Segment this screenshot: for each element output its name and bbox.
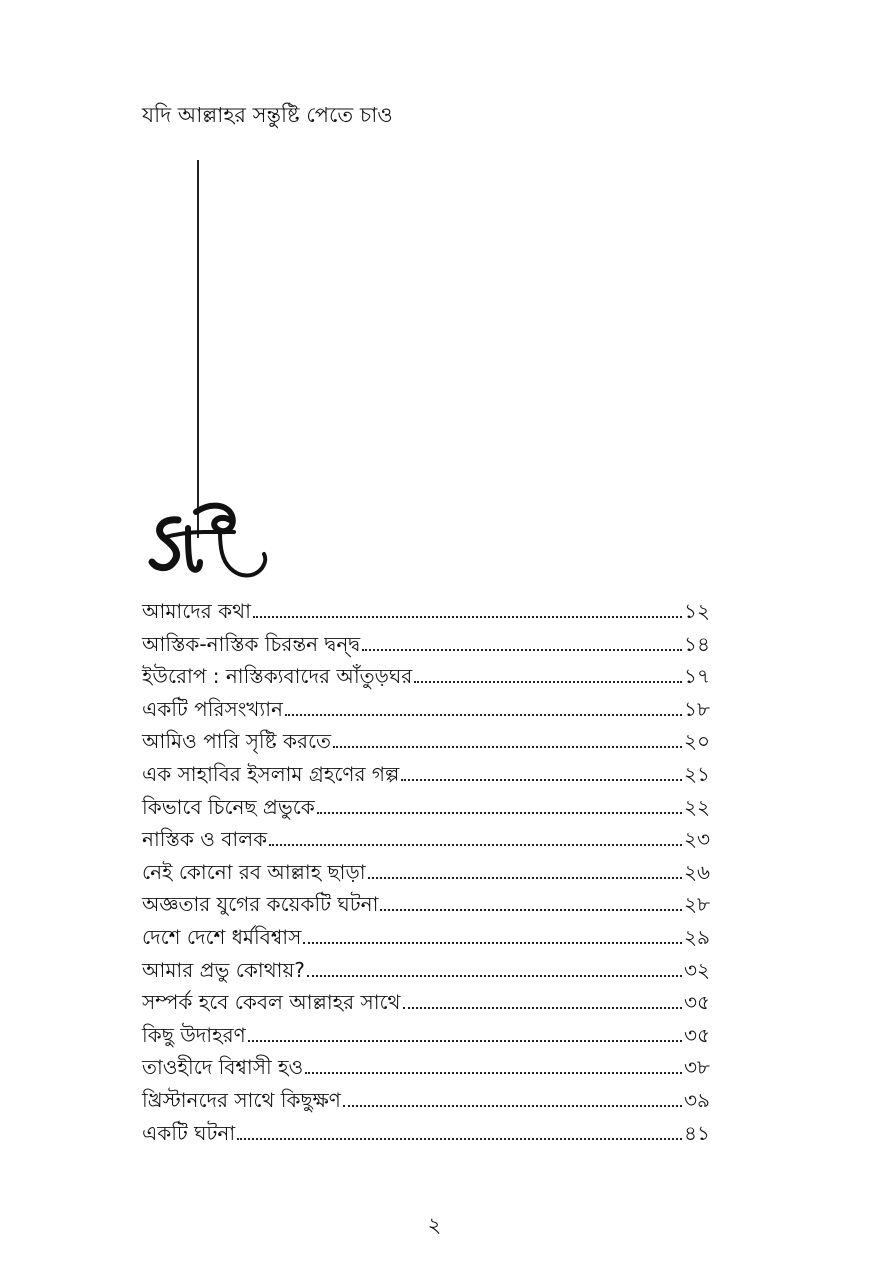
toc-entry[interactable] [142,824,714,857]
toc-entry[interactable] [142,857,714,890]
dot-leader [401,765,682,781]
toc-entry-title: আমাদের কথা [142,599,251,623]
dot-leader [307,961,682,977]
toc-entry[interactable] [142,987,714,1020]
dot-leader [380,895,682,911]
toc-entry[interactable] [142,955,714,988]
toc-entry-title: একটি ঘটনা [142,1120,236,1145]
toc-heading-calligraphy [148,498,268,593]
toc-entry-title: খ্রিস্টানদের সাথে কিছুক্ষণ [142,1087,341,1112]
dot-leader [269,830,682,846]
dot-leader [248,1026,682,1042]
running-head: যদি আল্লাহর সন্তুষ্টি পেতে চাও [142,103,393,127]
toc-entry-title: নেই কোনো রব আল্লাহ ছাড়া [142,859,366,884]
toc-entry[interactable] [142,694,714,727]
toc-entry-title: অজ্ঞতার যুগের কয়েকটি ঘটনা [142,892,379,917]
toc-entry-page: ৪১ [684,1120,710,1145]
toc-entry[interactable] [142,726,714,759]
toc-entry-page: ৩৯ [684,1087,710,1112]
dot-leader [303,928,682,944]
toc-entry-title: সম্পর্ক হবে কেবল আল্লাহর সাথে [142,990,401,1015]
toc-entry-page: ২২ [684,794,711,819]
toc-entry-title: তাওহীদে বিশ্বাসী হও [142,1055,304,1080]
toc-entry[interactable] [142,661,714,694]
toc-entry-page: ২৩ [684,827,711,852]
dot-leader [305,1058,682,1074]
dot-leader [343,1091,682,1107]
toc-entry-page: ৩৮ [684,1055,710,1080]
toc-entry[interactable] [142,596,714,629]
dot-leader [368,863,682,879]
dot-leader [237,1124,682,1140]
toc-entry-page: ১৭ [684,664,710,689]
toc-entry-title: আস্তিক-নাস্তিক চিরন্তন দ্বন্দ্ব [142,631,361,656]
dot-leader [414,667,682,683]
toc-entry-title: ইউরোপ : নাস্তিক্যবাদের আঁতুড়ঘর [142,664,413,689]
table-of-contents [142,596,714,1150]
toc-entry[interactable] [142,1085,714,1118]
toc-entry[interactable] [142,1020,714,1053]
toc-entry-title: আমিও পারি সৃষ্টি করতে [142,729,332,754]
dot-leader [333,732,682,748]
toc-entry-page: ৩৫ [684,990,710,1015]
toc-entry-title: দেশে দেশে ধর্মবিশ্বাস [142,924,302,949]
toc-entry-title: কিভাবে চিনেছ প্রভুকে [142,794,315,819]
toc-entry-title: এক সাহাবির ইসলাম গ্রহণের গল্প [142,761,400,786]
toc-entry-page: ৩২ [684,957,711,982]
toc-entry-title: নাস্তিক ও বালক [142,827,268,852]
toc-entry-title: কিছু উদাহরণ [142,1022,246,1047]
toc-entry[interactable] [142,792,714,825]
toc-entry[interactable] [142,1118,714,1151]
toc-entry[interactable] [142,629,714,662]
toc-entry-page: ২০ [684,729,711,754]
toc-entry[interactable] [142,1052,714,1085]
dot-leader [253,602,682,618]
toc-entry-title: আমার প্রভু কোথায়? [142,957,305,982]
toc-entry[interactable] [142,759,714,792]
dot-leader [285,700,682,716]
toc-entry[interactable] [142,889,714,922]
dot-leader [317,798,682,814]
toc-entry-title: একটি পরিসংখ্যান [142,696,283,721]
toc-entry-page: ২৯ [684,924,710,949]
dot-leader [362,635,682,651]
dot-leader [403,993,683,1009]
hanging-line [197,160,199,538]
toc-entry-page: ২৬ [684,859,711,884]
toc-entry-page: ৩৫ [684,1022,710,1047]
toc-entry-page: ১৪ [684,631,710,656]
toc-entry-page: ১২ [684,599,710,623]
toc-entry-page: ২৮ [684,892,710,917]
toc-entry-page: ১৮ [684,696,710,721]
toc-entry[interactable] [142,922,714,955]
page-number: ২ [427,1213,442,1237]
toc-entry-page: ২১ [684,761,710,786]
